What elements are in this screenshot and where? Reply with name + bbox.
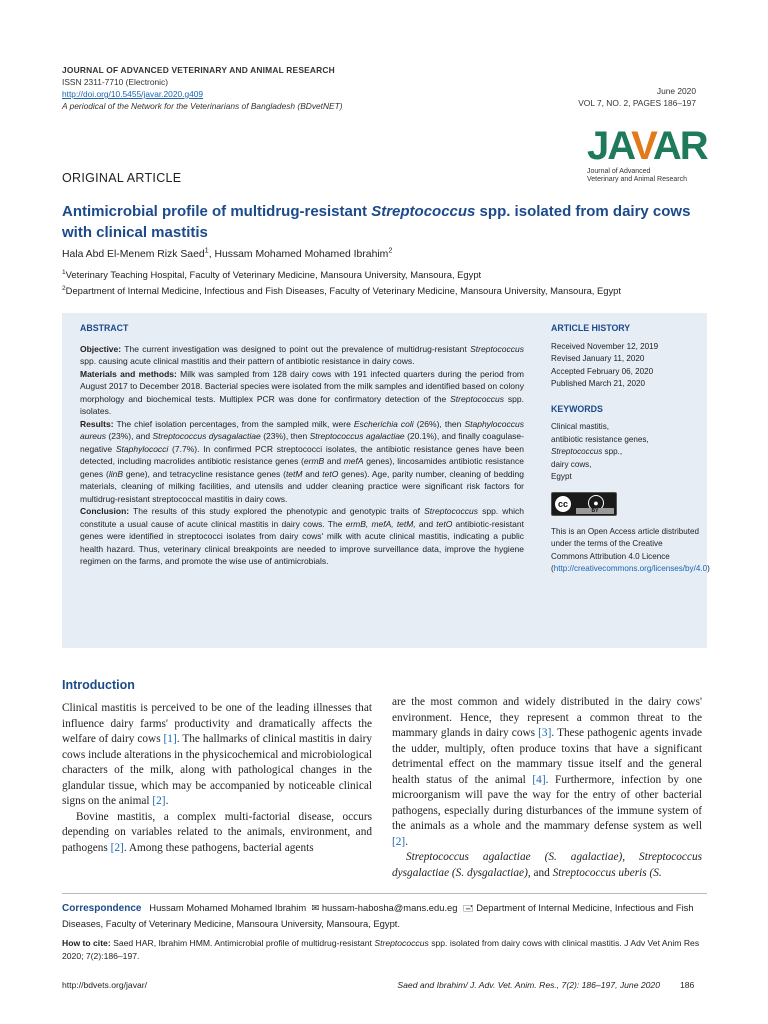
history-published: Published March 21, 2020 bbox=[551, 379, 646, 388]
conclusion-t2: spp. which constitute a usual cause of acute clinical mastitis in dairy cows. The bbox=[80, 506, 524, 529]
conclusion-t3: and bbox=[415, 518, 437, 529]
howto-i1: Streptococcus bbox=[374, 938, 429, 948]
objective-i: Streptococcus bbox=[470, 343, 524, 354]
intro-p3-t2: . These pathogenic agents invade the udder, multiply, often produce toxins that have a significant detrimental effect on the mammary tissue itself and the general health status of the animal bbox=[392, 727, 702, 786]
article-type: ORIGINAL ARTICLE bbox=[62, 171, 182, 185]
correspondence-name: Hussam Mohamed Mohamed Ibrahim bbox=[149, 902, 307, 913]
title-part1: Antimicrobial profile of multidrug-resistant bbox=[62, 203, 372, 220]
conclusion-label: Conclusion: bbox=[80, 506, 130, 516]
intro-heading: Introduction bbox=[62, 678, 135, 692]
conclusion-i3: tetO bbox=[436, 518, 453, 529]
abstract-heading: ABSTRACT bbox=[80, 323, 129, 333]
results-t10: and bbox=[302, 468, 323, 479]
abstract-conclusion bbox=[80, 505, 524, 568]
email-icon: ✉ bbox=[311, 902, 320, 913]
logo-part-v: V bbox=[631, 124, 653, 168]
keyword-2: antibiotic resistance genes, bbox=[551, 434, 649, 444]
keyword-5: Egypt bbox=[551, 472, 572, 481]
title-italic: Streptococcus bbox=[371, 203, 476, 220]
javar-logo bbox=[585, 124, 707, 186]
author-2: Hussam Mohamed Mohamed Ibrahim bbox=[214, 249, 389, 260]
intro-column-2 bbox=[392, 695, 702, 881]
how-to-cite bbox=[62, 937, 707, 963]
issue-date: June 2020 bbox=[656, 86, 696, 96]
intro-p4-t1: and bbox=[530, 866, 553, 879]
intro-p1-t2: . The hallmarks of clinical mastitis in dairy cows include alterations in the physicochemical and microbiological characters of the milk, along with pathological changes in the glandular tissue, which may be accompanied by noticeable clinical signs on the animal bbox=[62, 733, 372, 807]
keyword-3 bbox=[551, 446, 701, 459]
author-1: Hala Abd El-Menem Rizk Saed bbox=[62, 249, 205, 260]
intro-p2-t1: Bovine mastitis, a complex multi-factorial disease, occurs depending on variables related to the animals, environment, and pathogens bbox=[62, 810, 372, 854]
howto-t1: Saed HAR, Ibrahim HMM. Antimicrobial profile of multidrug-resistant bbox=[110, 938, 375, 948]
methods-t2: spp. isolates. bbox=[80, 393, 524, 416]
footer-citation: Saed and Ibrahim/ J. Adv. Vet. Anim. Res., 7(2): 186–197, June 2020 bbox=[397, 980, 660, 990]
author-sep: , bbox=[208, 249, 215, 260]
results-i3: Streptococcus dysagalactiae bbox=[152, 431, 261, 441]
license-text bbox=[551, 526, 710, 576]
license-t2: ) bbox=[707, 564, 710, 573]
results-label: Results: bbox=[80, 418, 114, 429]
intro-p1-t1: Clinical mastitis is perceived to be one of the leading illnesses that influence dairy farms' productivity and dramatically affects the welfare of dairy cows bbox=[62, 702, 372, 745]
affiliations bbox=[62, 267, 621, 299]
results-t4: (23%), then bbox=[260, 431, 310, 441]
divider bbox=[62, 893, 707, 894]
intro-column-1 bbox=[62, 701, 372, 856]
methods-i: Streptococcus bbox=[450, 393, 505, 404]
periodical-note: A periodical of the Network for the Veterinarians of Bangladesh (BDvetNET) bbox=[62, 101, 343, 111]
results-i6: ermB bbox=[303, 456, 325, 466]
affiliation-1 bbox=[62, 267, 621, 283]
results-t3: (23%), and bbox=[106, 431, 153, 441]
correspondence-label: Correspondence bbox=[62, 903, 142, 914]
issue-volume: VOL 7, NO. 2, PAGES 186–197 bbox=[578, 98, 696, 108]
conclusion-t1: The results of this study explored the phenotypic and genotypic traits of bbox=[129, 506, 425, 516]
keyword-4: dairy cows, bbox=[551, 459, 592, 469]
results-i7: mefA bbox=[343, 456, 364, 466]
correspondence-address: Department of Internal Medicine, Infectious and Fish Diseases, Faculty of Veterinary Medicine, Mansoura University, Mansoura, Egypt. bbox=[62, 902, 694, 929]
affiliation-2-sup: 2 bbox=[62, 284, 66, 292]
logo-wordmark bbox=[587, 124, 707, 168]
cc-icon: cc bbox=[555, 496, 571, 512]
authors bbox=[62, 245, 393, 260]
keyword-3-t: spp., bbox=[602, 447, 623, 456]
article-title bbox=[62, 201, 712, 243]
results-t2: (26%), then bbox=[413, 418, 465, 429]
correspondence bbox=[62, 900, 707, 931]
citation-1[interactable]: [1] bbox=[163, 733, 177, 745]
affiliation-1-sup: 1 bbox=[62, 268, 66, 276]
title-part2: spp. isolated from dairy cows with clinical mastitis bbox=[62, 203, 691, 241]
logo-sub-line2: Veterinary and Animal Research bbox=[587, 176, 687, 183]
intro-paragraph-1 bbox=[62, 701, 372, 810]
results-i9: tetM bbox=[285, 468, 303, 479]
footer-url[interactable]: http://bdvets.org/javar/ bbox=[62, 980, 148, 990]
methods-label: Materials and methods: bbox=[80, 368, 177, 379]
correspondence-email[interactable]: hussam-habosha@mans.edu.eg bbox=[321, 902, 458, 913]
keyword-1: Clinical mastitis, bbox=[551, 422, 610, 431]
history-revised: Revised January 11, 2020 bbox=[551, 354, 645, 363]
abstract bbox=[80, 322, 524, 568]
keyword-3-i: Streptococcus bbox=[551, 447, 603, 456]
howto-label: How to cite: bbox=[62, 938, 111, 948]
article-sidebar bbox=[551, 322, 710, 576]
affiliation-2-text: Department of Internal Medicine, Infectious and Fish Diseases, Faculty of Veterinary Medicine, Mansoura University, Mansoura, Egypt bbox=[65, 285, 621, 296]
intro-p3-t4: . bbox=[405, 835, 409, 848]
history-accepted: Accepted February 06, 2020 bbox=[551, 366, 654, 376]
results-t7: and bbox=[324, 456, 344, 466]
intro-paragraph-3 bbox=[392, 695, 702, 850]
objective-label: Objective: bbox=[80, 343, 122, 354]
results-t1: The chief isolation percentages, from the sampled milk, were bbox=[113, 418, 354, 429]
citation-5[interactable]: [4] bbox=[532, 773, 546, 786]
results-t5: (20.1%), and finally coagulase-negative bbox=[80, 431, 524, 454]
intro-paragraph-4 bbox=[392, 850, 702, 881]
journal-name: JOURNAL OF ADVANCED VETERINARY AND ANIMAL RESEARCH bbox=[62, 65, 335, 75]
results-i2: Staphylococcus aureus bbox=[80, 418, 524, 441]
intro-p4-i2: Streptococcus uberis (S. bbox=[552, 866, 662, 879]
license-link[interactable]: http://creativecommons.org/licenses/by/4.0 bbox=[553, 564, 708, 573]
license-t1: This is an Open Access article distributed under the terms of the Creative Commons Attribution 4.0 Licence ( bbox=[551, 526, 700, 573]
address-icon: 🖃 bbox=[462, 902, 474, 913]
history-received: Received November 12, 2019 bbox=[551, 341, 659, 351]
howto-t2: spp. isolated from dairy cows with clinical mastitis. J Adv Vet Anim Res 2020; 7(2):186–197. bbox=[62, 938, 700, 961]
abstract-results bbox=[80, 418, 524, 506]
abstract-methods bbox=[80, 368, 524, 418]
logo-part-ja: JA bbox=[587, 124, 632, 168]
intro-p4-i1: Streptococcus agalactiae (S. agalactiae), Streptococcus dysgalactiae (S. dysgalactiae), bbox=[392, 851, 702, 879]
conclusion-i1: Streptococcus bbox=[424, 506, 478, 516]
methods-t1: Milk was sampled from 128 dairy cows with 191 infected quarters during the period from August 2017 to December 2018. Bacterial species were isolated from the milk samples and identified based on colony morphology and biochemical tests. Multiplex PCR was done for confirmatory detection of the bbox=[80, 368, 525, 404]
intro-p3-t1: are the most common and widely distributed in the dairy cows' environment. Hence, they represent a common threat to the mammary glands in dairy cows bbox=[392, 696, 702, 739]
affiliation-2 bbox=[62, 283, 621, 299]
objective-t1: The current investigation was designed to point out the prevalence of multidrug-resistant bbox=[121, 343, 471, 354]
abstract-objective bbox=[80, 343, 524, 368]
cc-license-badge[interactable] bbox=[551, 492, 617, 516]
results-t8: genes), lincosamides antibiotic resistance genes ( bbox=[80, 456, 524, 479]
keywords-heading: KEYWORDS bbox=[551, 403, 603, 414]
results-t9: gene), and tetracycline resistance genes ( bbox=[123, 468, 286, 479]
logo-part-ar: AR bbox=[652, 124, 707, 168]
page-number: 186 bbox=[680, 980, 695, 990]
citation-3[interactable]: [2] bbox=[110, 841, 124, 854]
person-icon: ● bbox=[588, 495, 604, 511]
author-1-sup: 1 bbox=[204, 245, 209, 255]
logo-subtitle bbox=[587, 168, 687, 184]
history-heading: ARTICLE HISTORY bbox=[551, 323, 631, 333]
intro-p2-t2: . Among these pathogens, bacterial agents bbox=[123, 841, 314, 854]
results-t6: (7.7%). In confirmed PCR streptococci isolates, the antibiotic resistance genes have been detected, including macrolides antibiotic resistance genes ( bbox=[80, 443, 524, 466]
citation-4[interactable]: [3] bbox=[538, 727, 552, 739]
issn: ISSN 2311-7710 (Electronic) bbox=[62, 77, 168, 87]
intro-p3-t3: . Furthermore, infection by one microorganism will pave the way for the entry of other bacterial pathogens, especially during disturbances of the immune system of the animals as a whole and the mammary defense system as well bbox=[392, 773, 702, 832]
results-i1: Escherichia coli bbox=[353, 418, 414, 429]
doi-link[interactable]: http://doi.org/10.5455/javar.2020.g409 bbox=[62, 89, 204, 99]
results-t11: genes). Age, parity number, cleaning of bedding materials, cleaning of milking facilities, and utensils and udder cleaning practice were significant risk factors for multidrug-resistant streptococcal mastitis in dairy cows. bbox=[80, 468, 524, 504]
intro-paragraph-2 bbox=[62, 810, 372, 857]
journal-header bbox=[62, 64, 343, 112]
affiliation-1-text: Veterinary Teaching Hospital, Faculty of Veterinary Medicine, Mansoura University, Mansoura, Egypt bbox=[65, 269, 482, 280]
author-2-sup: 2 bbox=[388, 245, 393, 255]
by-label: BY bbox=[576, 508, 614, 514]
conclusion-i2: ermB, mefA, tetM, bbox=[345, 518, 416, 529]
citation-6[interactable]: [2] bbox=[392, 835, 406, 848]
results-i5: Staphylococci bbox=[115, 443, 169, 454]
logo-sub-line1: Journal of Advanced bbox=[587, 168, 651, 175]
results-i10: tetO bbox=[322, 468, 339, 479]
conclusion-t4: antibiotic-resistant genes were identified in streptococci isolates from dairy cows' milk with acute clinical mastitis, indicating a public health hazard. Thus, veterinary clinical breakpoints are needed to improve surveillance data, improve the hygiene regimen on the farms, and promote the wise use of antimicrobials. bbox=[80, 518, 524, 566]
citation-2[interactable]: [2] bbox=[152, 795, 166, 807]
objective-t2: spp. causing acute clinical mastitis and their pattern of antibiotic resistance in dairy cows. bbox=[80, 356, 415, 366]
results-i4: Streptococcus agalactiae bbox=[309, 431, 405, 441]
intro-p1-t3: . bbox=[165, 795, 169, 807]
results-i8: linB bbox=[108, 468, 123, 479]
issue-info bbox=[578, 85, 696, 109]
